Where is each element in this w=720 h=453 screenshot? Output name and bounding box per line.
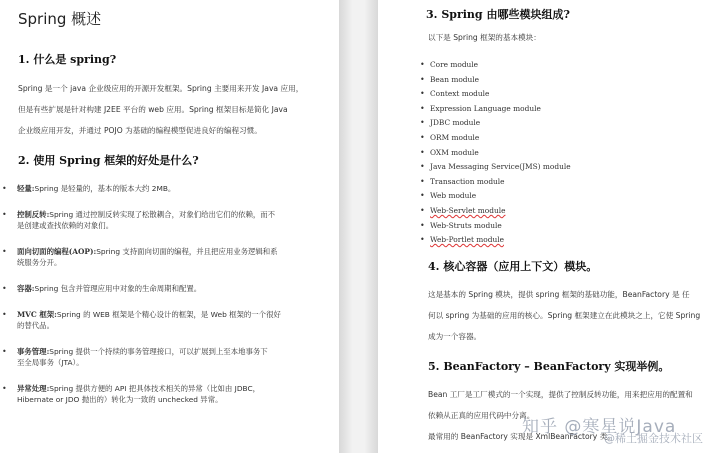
- benefit-item: • 事务管理:Spring 提供一个持续的事务管理接口，可以扩展到上至本地事务下 至全局事务（JTA）。: [0, 346, 338, 368]
- module-item: • Web module: [420, 189, 571, 204]
- q5-line: 最常用的 BeanFactory 实现是 XmlBeanFactory 类。: [428, 432, 615, 441]
- benefit-item: • MVC 框架:Spring 的 WEB 框架是个精心设计的框架，是 Web 框架的一个很好 的替代品。: [0, 309, 338, 331]
- benefit-item: • 异常处理:Spring 提供方便的 API 把具体技术相关的异常（比如由 JDBC， Hibernate or JDO 抛出的）转化为一致的 unchecked 异常。: [0, 383, 338, 405]
- q5-line: 依赖从正真的应用代码中分离。: [428, 411, 535, 420]
- left-document-page: [0, 0, 339, 453]
- document-title: Spring 概述: [18, 10, 102, 28]
- q2-heading: 2. 使用 Spring 框架的好处是什么?: [18, 154, 199, 167]
- q5-line: Bean 工厂是工厂模式的一个实现，提供了控制反转功能，用来把应用的配置和: [428, 390, 693, 399]
- q1-line: 但是有些扩展是针对构建 J2EE 平台的 web 应用。Spring 框架目标是简化 Java: [18, 105, 288, 114]
- benefit-item: • 容器:Spring 包含并管理应用中对象的生命周期和配置。: [0, 283, 338, 294]
- q1-heading: 1. 什么是 spring?: [18, 53, 117, 66]
- module-item: • Context module: [420, 87, 571, 102]
- module-item: • Web-Portlet module: [420, 233, 571, 248]
- q3-intro: 以下是 Spring 框架的基本模块：: [428, 33, 541, 42]
- q4-line: 这是基本的 Spring 模块，提供 spring 框架的基础功能，BeanFactory 是 任: [428, 290, 690, 299]
- q4-line: 成为一个容器。: [428, 332, 482, 341]
- juejin-watermark: @稀土掘金技术社区: [604, 432, 703, 445]
- module-item: • Expression Language module: [420, 102, 571, 117]
- module-item: • Web-Servlet module: [420, 204, 571, 219]
- module-item: • JDBC module: [420, 116, 571, 131]
- module-item: • ORM module: [420, 131, 571, 146]
- modules-list: [420, 58, 571, 248]
- benefit-item: • 面向切面的编程(AOP):Spring 支持面向切面的编程，并且把应用业务逻辑和系 统服务分开。: [0, 246, 338, 268]
- module-item: • Web-Struts module: [420, 219, 571, 234]
- benefit-item: • 控制反转:Spring 通过控制反转实现了松散耦合，对象们给出它们的依赖，而不 是创建或查找依赖的对象们。: [0, 209, 338, 231]
- q1-answer: [18, 78, 336, 141]
- q1-line: Spring 是一个 java 企业级应用的开源开发框架。Spring 主要用来开发 Java 应用，: [18, 84, 304, 93]
- benefits-list: [0, 183, 338, 420]
- q5-heading: 5. BeanFactory – BeanFactory 实现举例。: [428, 360, 670, 373]
- q4-line: 何以 spring 为基础的应用的核心。Spring 框架建立在此模块之上，它使 Spring: [428, 311, 701, 320]
- zhihu-watermark: 知乎 @寒星说Java: [522, 417, 677, 437]
- q4-answer: [428, 284, 718, 347]
- q4-heading: 4. 核心容器（应用上下文）模块。: [428, 260, 598, 273]
- module-item: • Core module: [420, 58, 571, 73]
- module-item: • Bean module: [420, 73, 571, 88]
- module-item: • Transaction module: [420, 175, 571, 190]
- q3-heading: 3. Spring 由哪些模块组成?: [426, 8, 570, 21]
- benefit-item: • 轻量:Spring 是轻量的，基本的版本大约 2MB。: [0, 183, 338, 194]
- module-item: • Java Messaging Service(JMS) module: [420, 160, 571, 175]
- module-item: • OXM module: [420, 146, 571, 161]
- page-gutter: [339, 0, 378, 453]
- q1-line: 企业级应用开发，并通过 POJO 为基础的编程模型促进良好的编程习惯。: [18, 126, 262, 135]
